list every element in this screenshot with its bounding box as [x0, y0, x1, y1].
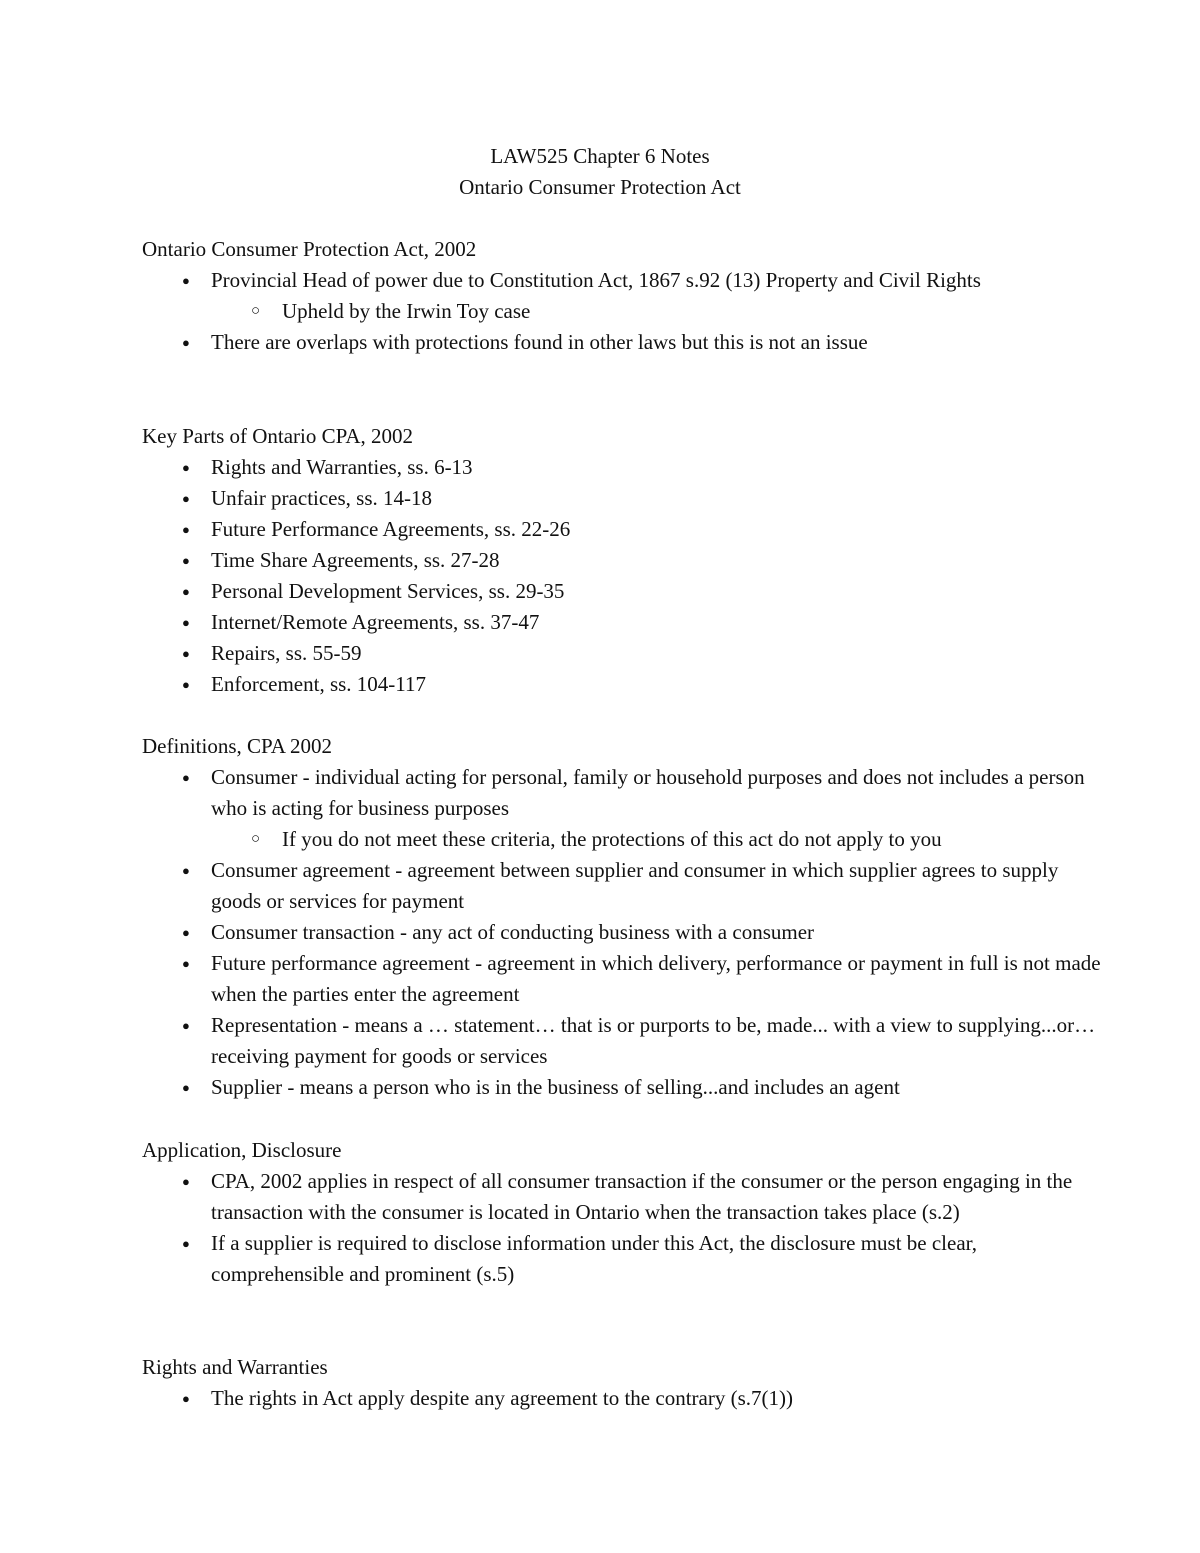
- list-item: [182, 607, 1102, 638]
- bullet-icon: ●: [182, 1018, 190, 1033]
- list-item-text: If a supplier is required to disclose information under this Act, the disclosure must be clear, comprehensible and prominent (s.5): [211, 1231, 978, 1286]
- list-item-text: Future Performance Agreements, ss. 22-26: [211, 517, 571, 541]
- sub-bullet-list: [211, 296, 1102, 327]
- bullet-icon: ●: [182, 460, 190, 475]
- list-item-text: Consumer - individual acting for personal, family or household purposes and does not includes a person who is acting for business purposes: [211, 765, 1085, 820]
- document-subtitle: Ontario Consumer Protection Act: [459, 175, 741, 199]
- section-key-parts: [142, 421, 1102, 700]
- list-item-text: Personal Development Services, ss. 29-35: [211, 579, 565, 603]
- list-item: [182, 669, 1102, 700]
- bullet-icon: ●: [182, 584, 190, 599]
- list-item-text: Enforcement, ss. 104-117: [211, 672, 427, 696]
- bullet-list: [142, 762, 1102, 1103]
- list-item: [182, 327, 1102, 358]
- list-item: [182, 452, 1102, 483]
- bullet-icon: ●: [182, 1080, 190, 1095]
- list-item: [182, 1010, 1102, 1072]
- list-item: [182, 483, 1102, 514]
- list-item-text: The rights in Act apply despite any agreement to the contrary (s.7(1)): [211, 1386, 793, 1410]
- bullet-icon: ●: [182, 491, 190, 506]
- bullet-icon: ●: [182, 1174, 190, 1189]
- list-item: [182, 265, 1102, 327]
- bullet-icon: ●: [182, 615, 190, 630]
- bullet-icon: ●: [182, 1236, 190, 1251]
- section-ontario-cpa-2002: [142, 234, 1102, 358]
- bullet-list: [142, 265, 1102, 358]
- document-title: LAW525 Chapter 6 Notes: [490, 144, 710, 168]
- bullet-list: [142, 1166, 1102, 1290]
- list-item-text: CPA, 2002 applies in respect of all consumer transaction if the consumer or the person engaging in the transaction with the consumer is located in Ontario when the transaction takes place (s.2): [211, 1169, 1073, 1224]
- list-item-text: Representation - means a … statement… that is or purports to be, made... with a view to supplying...or… receiving payment for goods or services: [211, 1013, 1096, 1068]
- list-item-text: Rights and Warranties, ss. 6-13: [211, 455, 473, 479]
- list-item: [182, 1383, 1102, 1414]
- list-item: [182, 762, 1102, 855]
- section-application-disclosure: [142, 1135, 1102, 1290]
- bullet-list: [142, 1383, 1102, 1414]
- list-item-text: Supplier - means a person who is in the business of selling...and includes an agent: [211, 1075, 900, 1099]
- section-heading: Application, Disclosure: [142, 1138, 342, 1162]
- list-item: [182, 948, 1102, 1010]
- sub-list-item: [251, 296, 1102, 327]
- sub-bullet-list: [211, 824, 1102, 855]
- sub-list-item-text: Upheld by the Irwin Toy case: [282, 299, 531, 323]
- list-item-text: Consumer transaction - any act of conducting business with a consumer: [211, 920, 815, 944]
- sub-list-item-text: If you do not meet these criteria, the protections of this act do not apply to you: [282, 827, 942, 851]
- list-item: [182, 1166, 1102, 1228]
- bullet-icon: ●: [182, 770, 190, 785]
- list-item: [182, 514, 1102, 545]
- bullet-icon: ●: [182, 553, 190, 568]
- bullet-icon: ●: [182, 1391, 190, 1406]
- list-item-text: Repairs, ss. 55-59: [211, 641, 362, 665]
- bullet-icon: ●: [182, 677, 190, 692]
- list-item: [182, 1228, 1102, 1290]
- section-heading: Definitions, CPA 2002: [142, 734, 333, 758]
- section-definitions: [142, 731, 1102, 1103]
- hollow-bullet-icon: ○: [251, 831, 261, 847]
- list-item-text: Consumer agreement - agreement between supplier and consumer in which supplier agrees to supply goods or services for payment: [211, 858, 1059, 913]
- list-item: [182, 576, 1102, 607]
- bullet-icon: ●: [182, 956, 190, 971]
- list-item-text: There are overlaps with protections found in other laws but this is not an issue: [211, 330, 868, 354]
- bullet-icon: ●: [182, 863, 190, 878]
- list-item: [182, 1072, 1102, 1103]
- section-heading: Rights and Warranties: [142, 1355, 328, 1379]
- sub-list-item: [251, 824, 1102, 855]
- list-item: [182, 545, 1102, 576]
- list-item: [182, 855, 1102, 917]
- bullet-icon: ●: [182, 335, 190, 350]
- bullet-icon: ●: [182, 646, 190, 661]
- list-item-text: Internet/Remote Agreements, ss. 37-47: [211, 610, 540, 634]
- list-item-text: Unfair practices, ss. 14-18: [211, 486, 433, 510]
- bullet-icon: ●: [182, 522, 190, 537]
- list-item: [182, 917, 1102, 948]
- list-item-text: Future performance agreement - agreement in which delivery, performance or payment in full is not made when the parties enter the agreement: [211, 951, 1101, 1006]
- list-item-text: Provincial Head of power due to Constitution Act, 1867 s.92 (13) Property and Civil Rights: [211, 268, 981, 292]
- hollow-bullet-icon: ○: [251, 303, 261, 319]
- list-item: [182, 638, 1102, 669]
- list-item-text: Time Share Agreements, ss. 27-28: [211, 548, 500, 572]
- bullet-icon: ●: [182, 273, 190, 288]
- section-rights-warranties: [142, 1352, 1102, 1414]
- bullet-icon: ●: [182, 925, 190, 940]
- section-heading: Ontario Consumer Protection Act, 2002: [142, 237, 477, 261]
- section-heading: Key Parts of Ontario CPA, 2002: [142, 424, 414, 448]
- bullet-list: [142, 452, 1102, 700]
